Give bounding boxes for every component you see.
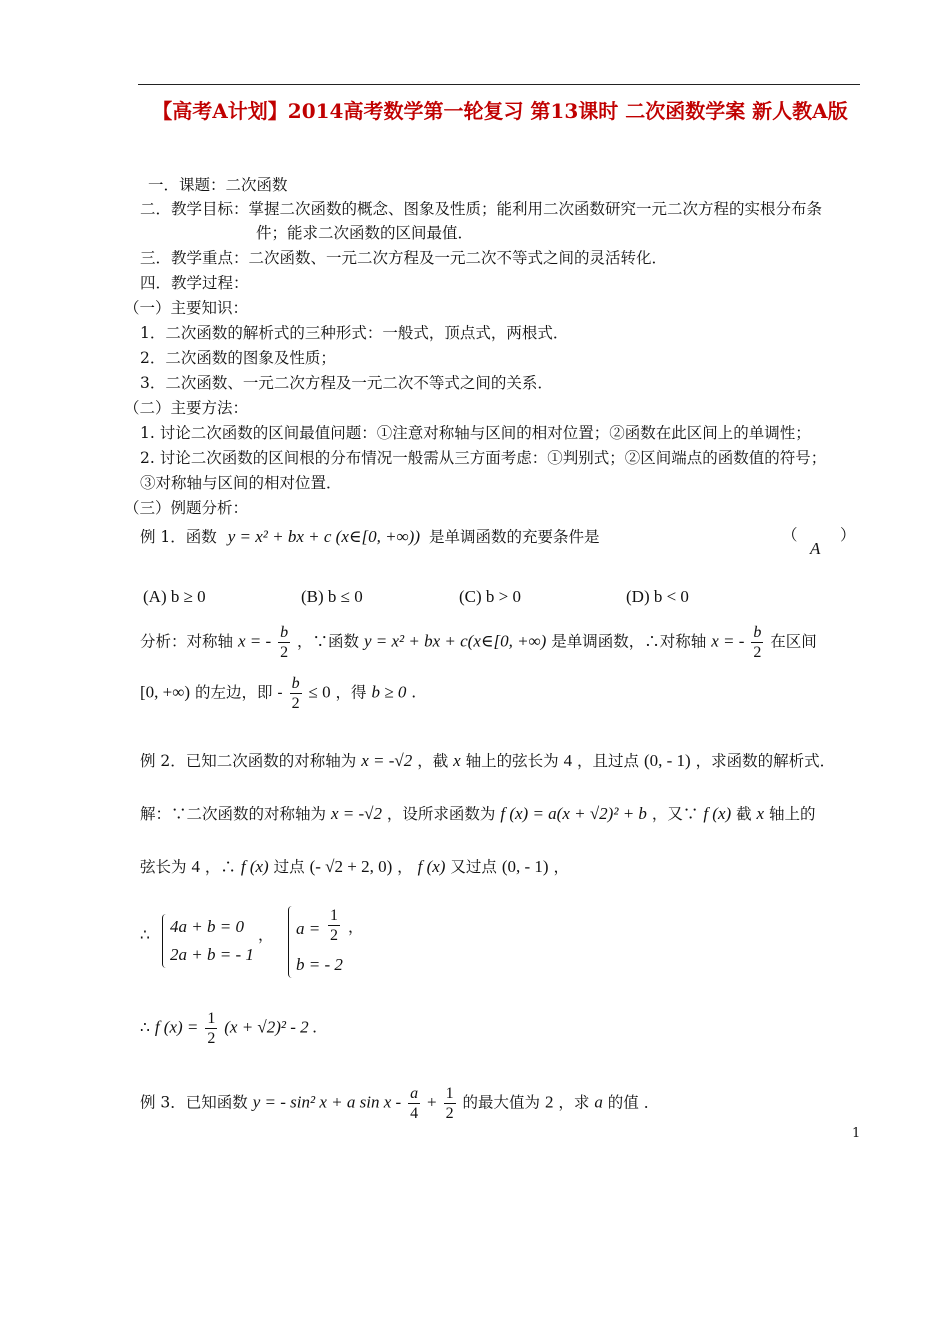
fx-1: f (x) [703, 804, 732, 823]
option-d: (D) b < 0 [626, 587, 689, 606]
solution-text-3: ，又∵ [651, 805, 699, 823]
solution-b: b = - 2 [296, 955, 343, 974]
equation-system [162, 914, 272, 970]
key-points-line: 三．教学重点：二次函数、一元二次方程及一元二次不等式之间的灵活转化． [140, 249, 668, 267]
chord-text: ，截 [417, 752, 449, 770]
option-c: (C) b > 0 [459, 587, 521, 606]
solution-text-7: ，∴ [204, 858, 236, 876]
fraction-1-over-2: $\frac{1}{2}$ [445, 1085, 454, 1122]
fraction-b-over-2-2: $\frac{b}{2}$ [753, 624, 762, 661]
fx-2: f (x) [240, 857, 269, 876]
solution-text-9: ， [397, 858, 413, 876]
option-b: (B) b ≤ 0 [301, 587, 363, 606]
axis-equation: x = -√2 [361, 751, 413, 770]
header-rule [138, 84, 860, 85]
pass-text: ，且过点 [577, 752, 640, 770]
goal-line-2: 件；能求二次函数的区间最值． [256, 224, 474, 242]
solution-text-5: 轴上的 [769, 805, 816, 823]
knowledge-item-1: 1．二次函数的解析式的三种形式：一般式，顶点式，两根式． [140, 324, 569, 342]
goal-line-1: 二．教学目标：掌握二次函数的概念、图象及性质；能利用二次函数研究一元二次方程的实根分布条 [140, 200, 823, 218]
solution-a-label: a = [296, 919, 321, 938]
point: (0, - 1) [643, 751, 691, 770]
therefore-1: ∴ [140, 926, 150, 944]
ask-text-3: ，求 [558, 1093, 590, 1112]
left-text: 的左边，即 - [194, 683, 283, 702]
method-item-2: 2. 讨论二次函数的区间根的分布情况一般需从三方面考虑：①判别式；②区间端点的函数值的符号； [140, 449, 827, 467]
answer-paren-right: ） [840, 526, 856, 544]
monotone-text: 是单调函数，∴对称轴 [551, 632, 707, 651]
answer-choice: A [810, 539, 821, 558]
solution-a-fraction: $\frac{1}{2}$ [330, 907, 338, 944]
solution-comma: ， [348, 918, 364, 936]
chord-length-text: 轴上的弦长为 [465, 752, 559, 770]
example-1-analysis [140, 623, 817, 662]
page-number: 1 [852, 1126, 861, 1141]
chord-length-2: 4 [191, 857, 200, 876]
option-a: (A) b ≥ 0 [143, 587, 206, 606]
knowledge-item-2: 2．二次函数的图象及性质； [140, 349, 336, 367]
result-prefix: f (x) = [154, 1017, 199, 1037]
example-1-label: 例 1．函数 [140, 528, 217, 546]
solution-text-2: ，设所求函数为 [386, 805, 496, 823]
axis-expression-2: x = - [711, 631, 745, 651]
function-definition: f (x) = a(x + √2)² + b [500, 804, 647, 823]
plus-sign: + [427, 1092, 437, 1112]
because-text: ，∵函数 [297, 632, 360, 651]
chord-length: 4 [563, 751, 573, 770]
example-3-label: 例 3．已知函数 [140, 1093, 248, 1112]
example-2-question [140, 750, 835, 772]
example-3-function: y = - sin² x + a sin x - [252, 1092, 402, 1112]
a-variable: a [594, 1092, 603, 1112]
example-1-question [140, 526, 599, 548]
solution-system [288, 906, 378, 980]
method-item-2-cont: ③对称轴与区间的相对位置． [140, 474, 342, 492]
example-1-tail: 是单调函数的充要条件是 [428, 528, 600, 546]
result-suffix: (x + √2)² - 2 . [224, 1017, 318, 1037]
interval: [0, +∞) [140, 682, 191, 702]
x-variable: x [453, 751, 461, 770]
fraction-a-over-4: $\frac{a}{4}$ [410, 1085, 419, 1122]
topic-line: 一．课题：二次函数 [148, 176, 288, 194]
example-2-solution-2 [140, 856, 569, 878]
document-title: 【高考A计划】2014高考数学第一轮复习 第13课时 二次函数学案 新人教A版 [152, 99, 848, 123]
example-2-solution-1 [140, 803, 816, 825]
analysis-result: b ≥ 0 [371, 682, 407, 702]
solution-text-4: 截 [736, 805, 752, 823]
end-text: 的值 ． [607, 1093, 660, 1112]
method-item-1: 1. 讨论二次函数的区间最值问题：①注意对称轴与区间的相对位置；②函数在此区间上的单调性； [140, 424, 811, 442]
in-interval-text: 在区间 [770, 632, 817, 651]
example-3-question [140, 1084, 659, 1123]
le-zero: ≤ 0 [308, 682, 331, 702]
result-fraction: $\frac{1}{2}$ [207, 1010, 216, 1047]
answer-paren-left: （ [782, 526, 798, 544]
fraction-b-over-2: $\frac{b}{2}$ [280, 624, 289, 661]
system-comma: ， [258, 926, 274, 944]
ask-text: ，求函数的解析式． [695, 752, 836, 770]
max-value: 2 [544, 1092, 554, 1112]
analysis-label: 分析：对称轴 [140, 632, 234, 651]
knowledge-item-3: 3．二次函数、一元二次方程及一元二次不等式之间的关系． [140, 374, 553, 392]
solution-text-10: 又过点 [450, 858, 497, 876]
example-1-function: y = x² + bx + c (x∈[0, +∞)) [227, 527, 420, 546]
get-text: ，得 [335, 683, 367, 702]
solution-text-11: ， [553, 858, 570, 876]
therefore-2: ∴ [140, 1018, 150, 1037]
analysis-function: y = x² + bx + c(x∈[0, +∞) [363, 631, 547, 651]
axis-expression: x = - [237, 631, 272, 651]
point-3: (0, - 1) [501, 857, 549, 876]
solution-text-6: 弦长为 [140, 858, 187, 876]
max-value-text: 的最大值为 [462, 1093, 541, 1112]
example-2-label: 例 2．已知二次函数的对称轴为 [140, 752, 357, 770]
process-heading: 四．教学过程： [140, 274, 249, 292]
section-methods: （二）主要方法： [124, 399, 249, 417]
solution-text-1: 解：∵二次函数的对称轴为 [140, 805, 327, 823]
fraction-b-over-2-3: $\frac{b}{2}$ [291, 675, 300, 712]
solution-text-8: 过点 [273, 858, 305, 876]
x-variable-2: x [756, 804, 765, 823]
point-2: (- √2 + 2, 0) [309, 857, 393, 876]
section-examples: （三）例题分析： [124, 499, 249, 517]
example-2-result [140, 1009, 317, 1048]
fx-3: f (x) [417, 857, 446, 876]
equation-1: 4a + b = 0 [170, 917, 244, 936]
equation-2: 2a + b = - 1 [170, 945, 254, 964]
period: . [411, 683, 417, 702]
example-1-analysis-2 [140, 674, 416, 713]
section-knowledge: （一）主要知识： [124, 299, 249, 317]
axis-equation-2: x = -√2 [330, 804, 382, 823]
